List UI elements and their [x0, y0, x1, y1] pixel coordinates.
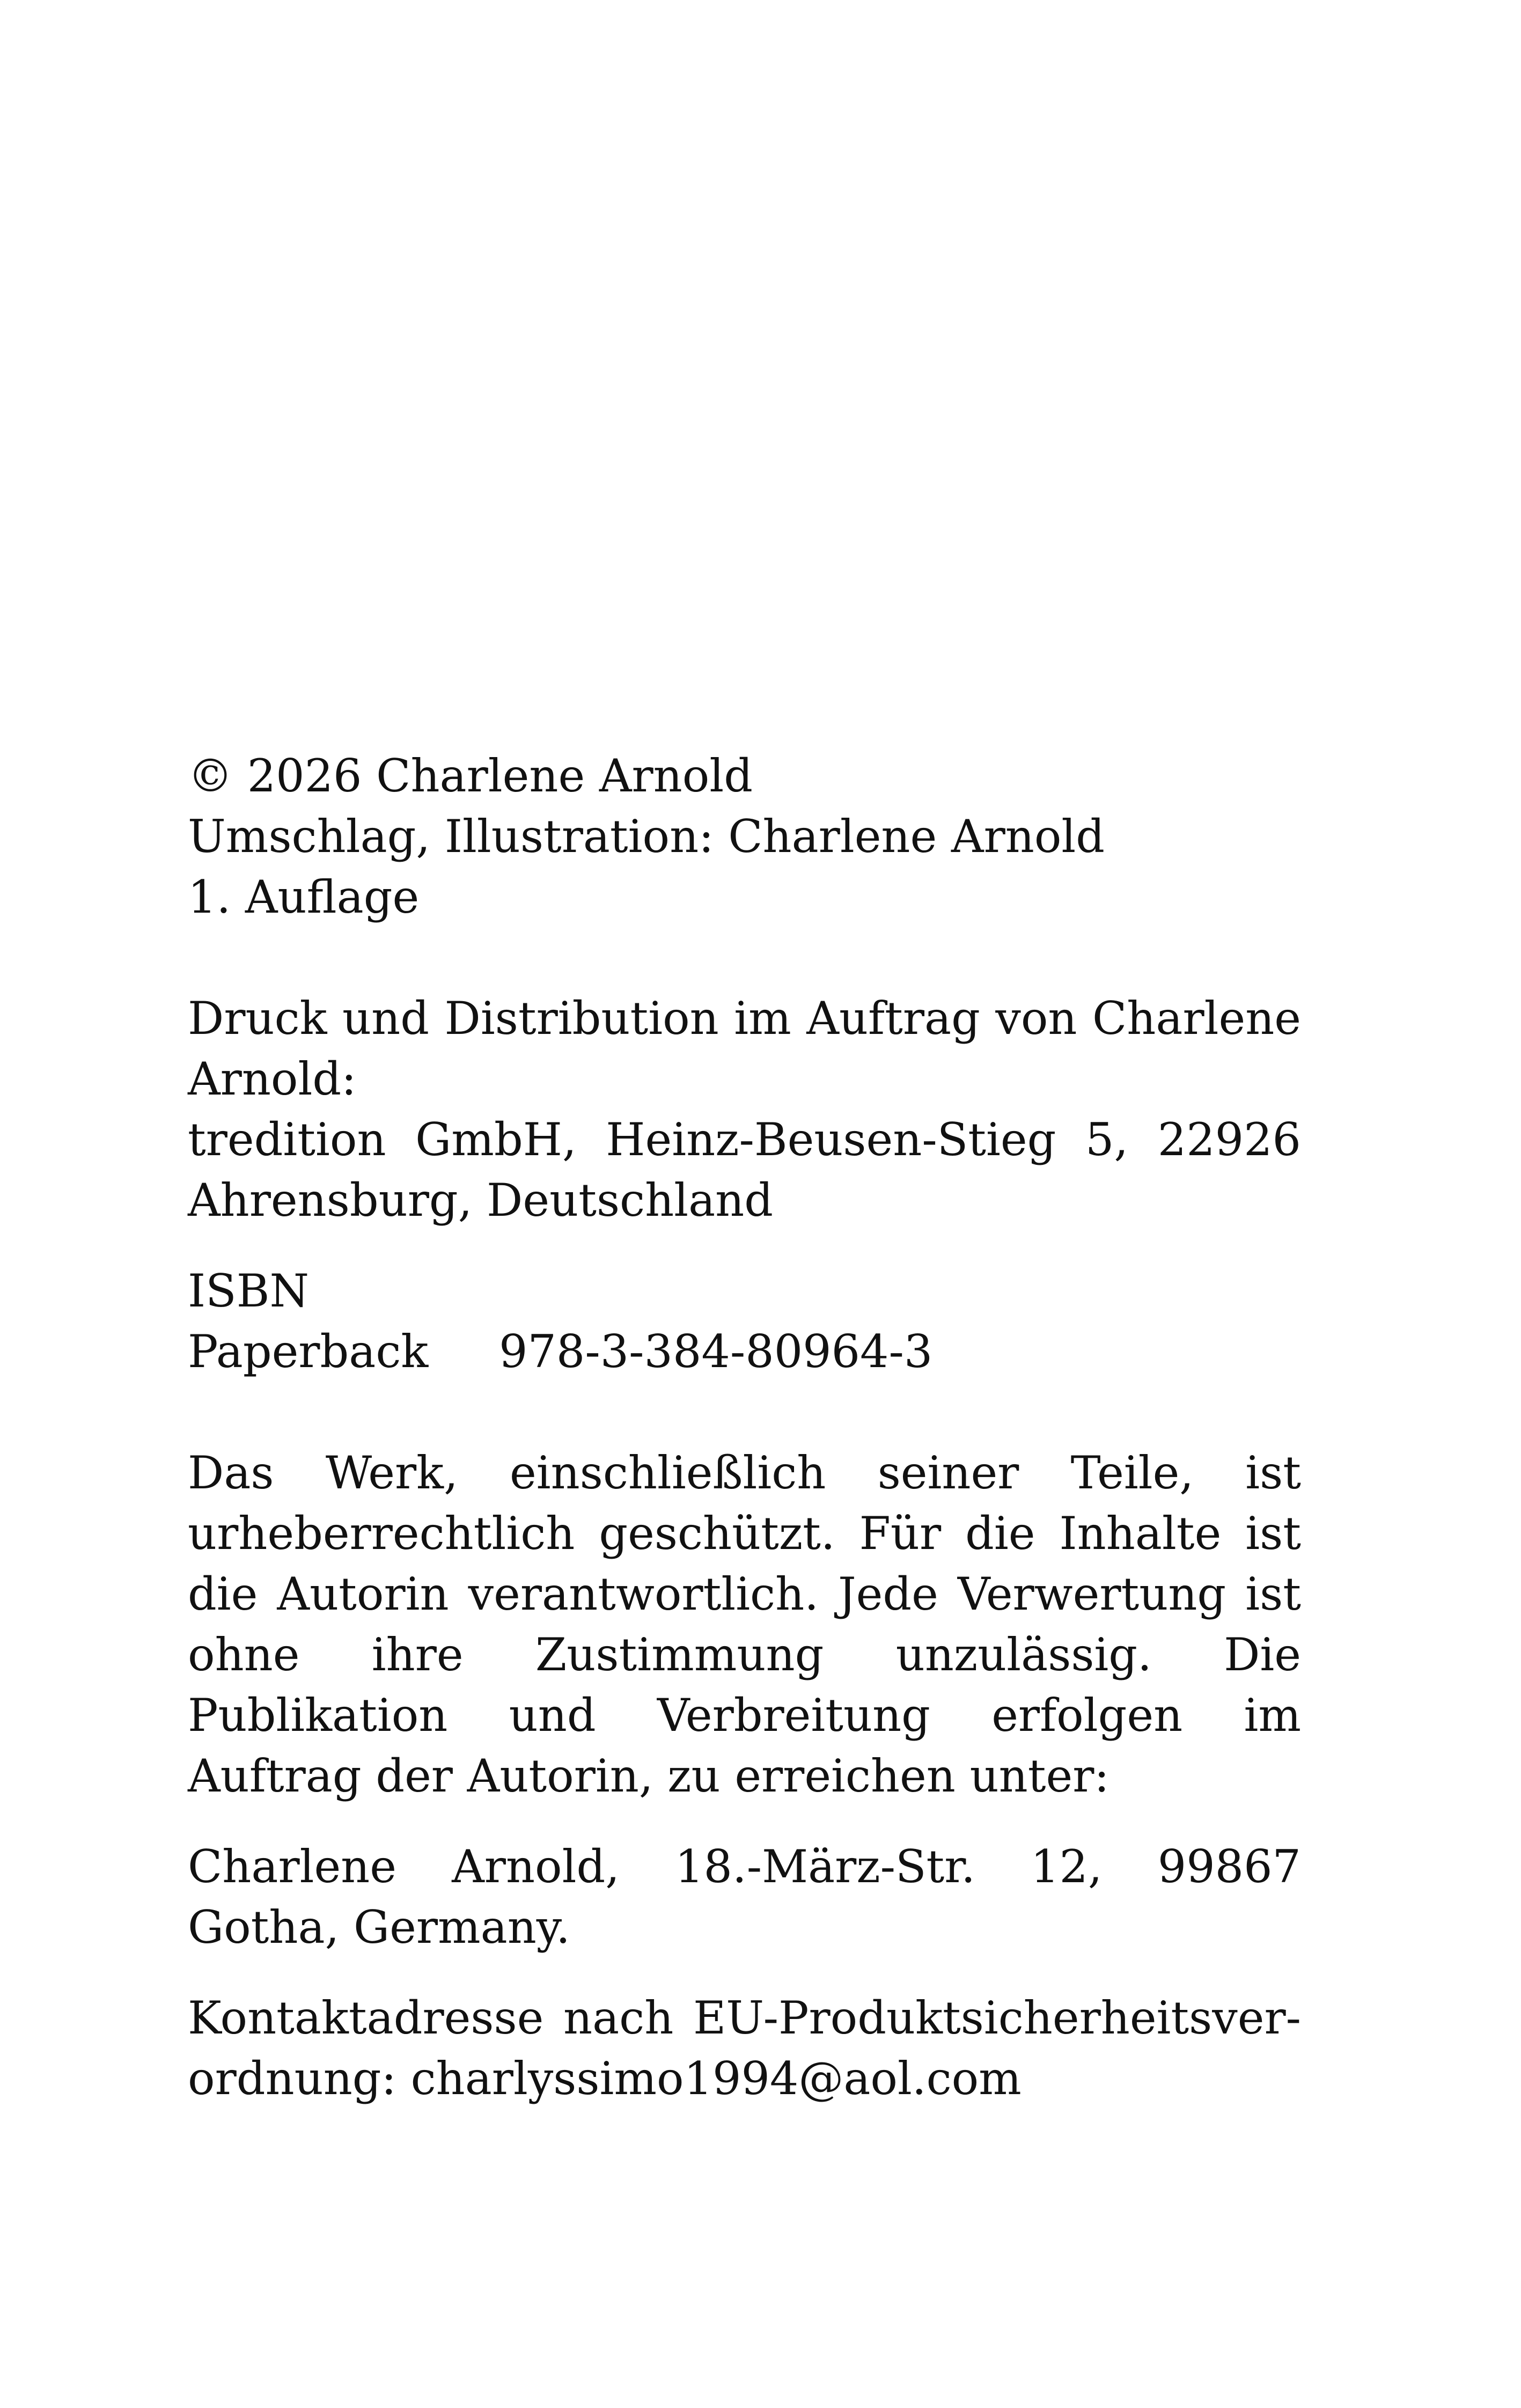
isbn-block	[188, 1261, 1301, 1382]
isbn-row	[188, 1322, 1301, 1382]
contact-text: Kontaktadresse nach EU-Produktsicherheitsverordnung: charlyssimo1994@aol.com	[188, 1992, 1301, 2105]
imprint-text	[188, 746, 1301, 2109]
isbn-heading: ISBN	[188, 1265, 309, 1317]
author-address: Charlene Arnold, 18.-März-Str. 12, 99867 Gotha, Germany.	[188, 1840, 1301, 1954]
rights-block	[188, 1443, 1301, 1807]
rights-text: Das Werk, einschließlich seiner Teile, ist urheberrechtlich geschützt. Für die Inhalte ist die Autorin verantwortlich. Jede Verwertung ist ohne ihre Zustimmung unzulässig. Die Publikation und Verbreitung erfolgen im Auftrag der Autorin, zu erreichen unter:	[188, 1447, 1301, 1802]
copyright-line: © 2026 Charlene Arnold	[188, 750, 753, 802]
copyright-block	[188, 746, 1301, 928]
edition-line: 1. Auflage	[188, 871, 420, 923]
publisher-address: tredition GmbH, Heinz-Beusen-Stieg 5, 22926 Ahrensburg, Deutschland	[188, 1113, 1301, 1227]
isbn-format: Paperback	[188, 1325, 429, 1378]
distribution-block	[188, 988, 1301, 1231]
cover-credit: Umschlag, Illustration: Charlene Arnold	[188, 810, 1105, 863]
isbn-number: 978-3-384-80964-3	[499, 1325, 933, 1378]
contact-block	[188, 1988, 1301, 2109]
author-address-block	[188, 1837, 1301, 1958]
distribution-line: Druck und Distribution im Auftrag von Charlene Arnold:	[188, 992, 1301, 1105]
